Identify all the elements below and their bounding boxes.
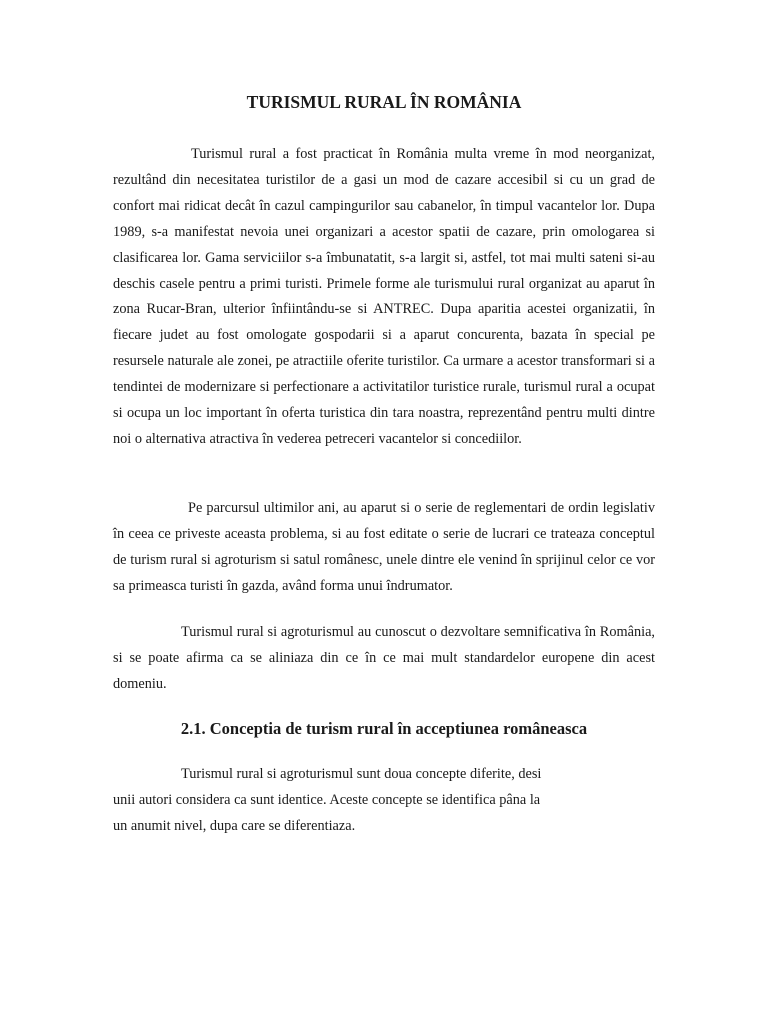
paragraph-legislation: Pe parcursul ultimilor ani, au aparut si o serie de reglementari de ordin legislativ în ceea ce priveste aceasta problema, si au fost editate o serie de lucrari ce trateaza conceptul de turism rural si agroturism si satul românesc, unele dintre ele venind în sprijinul celor ce vor sa primeasca turisti în gazda, având forma unui îndrumator. [113, 500, 655, 594]
paragraph-intro: Turismul rural a fost practicat în România multa vreme în mod neorganizat, rezultând din necesitatea turistilor de a gasi un mod de cazare accesibil si cu un grad de confort mai ridicat decât în cazul campingurilor sau cabanelor, în timpul vacantelor lor. Dupa 1989, s-a manifestat nevoia unei organizari a acestor spatii de cazare, prin omologarea si clasificarea lor. Gama serviciilor s-a îmbunatatit, s-a largit si, astfel, tot mai multi sateni si-au deschis casele pentru a primi turisti. Primele forme ale turismului rural organizat au aparut în zona Rucar-Bran, ulterior înfiintându-se si ANTREC. Dupa aparitia acestei organizatii, în fiecare judet au fost omologate gospodarii si a aparut concurenta, bazata în special pe resursele naturale ale zonei, pe atractiile oferite turistilor. Ca urmare a acestor transformari si a tendintei de modernizare si perfectionare a activitatilor turistice rurale, turismul rural a ocupat si ocupa un loc important în oferta turistica din tara noastra, reprezentând pentru multi dintre noi o alternativa atractiva în vederea petreceri vacantelor si concediilor. [113, 146, 655, 447]
paragraph-concepts: Turismul rural si agroturismul sunt doua concepte diferite, desi unii autori considera ca sunt identice. Aceste concepte se identifica pâna la un anumit nivel, dupa care se diferentiaza. [113, 766, 542, 834]
paragraph-development: Turismul rural si agroturismul au cunoscut o dezvoltare semnificativa în România, si se poate afirma ca se aliniaza din ce în ce mai mult standardelor europene din acest domeniu. [113, 624, 655, 692]
document-title: TURISMUL RURAL ÎN ROMÂNIA [246, 92, 522, 112]
section-heading: 2.1. Conceptia de turism rural în acceptiunea româneasca [180, 719, 588, 738]
